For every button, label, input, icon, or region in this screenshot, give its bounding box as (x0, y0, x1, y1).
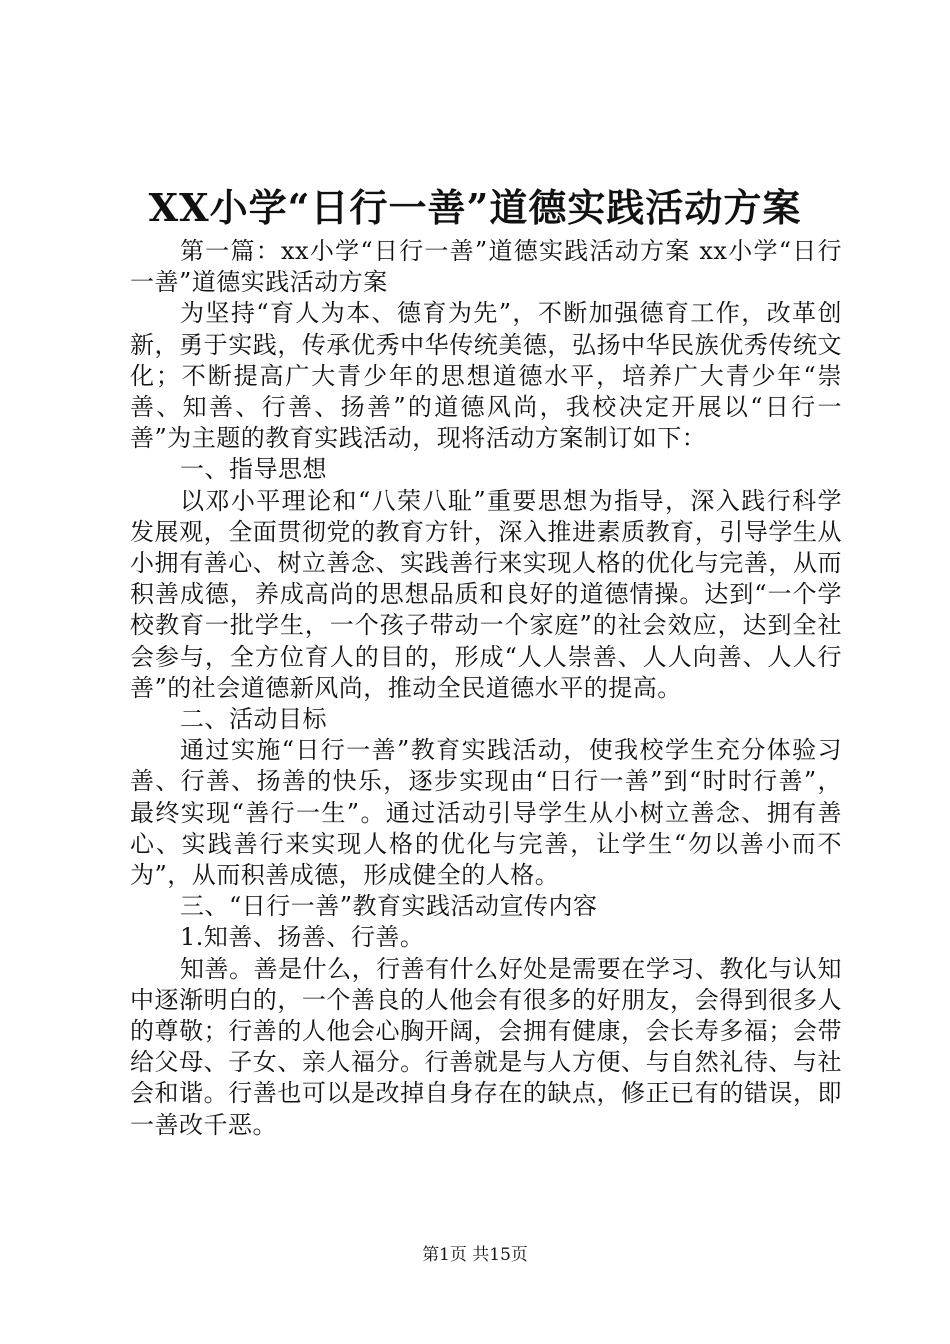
paragraph-activity-goal: 通过实施“日行一善”教育实践活动，使我校学生充分体验习善、行善、扬善的快乐，逐步实现由“日行一善”到“时时行善”，最终实现“善行一生”。通过活动引导学生从小树立善念、拥有善心、实践善行来实现人格的优化与完善，让学生“勿以善小而不为”，从而积善成德，形成健全的人格。 (130, 736, 842, 890)
document-body (130, 236, 842, 1141)
section-heading-activity-goal: 二、活动目标 (180, 705, 327, 734)
paragraph-know-good: 知善。善是什么，行善有什么好处是需要在学习、教化与认知中逐渐明白的，一个善良的人他会有很多的好朋友，会得到很多人的尊敬；行善的人他会心胸开阔，会拥有健康，会长寿多福；会带给父母、子女、亲人福分。行善就是与人方便、与自然礼待、与社会和谐。行善也可以是改掉自身存在的缺点，修正已有的错误，即一善改千恶。 (130, 954, 842, 1139)
subsection-heading-know-good: 1.知善、扬善、行善。 (180, 923, 425, 952)
paragraph-purpose: 为坚持“育人为本、德育为先”，不断加强德育工作，改革创新，勇于实践，传承优秀中华传统美德，弘扬中华民族优秀传统文化；不断提高广大青少年的思想道德水平，培养广大青少年“崇善、知善、行善、扬善”的道德风尚，我校决定开展以“日行一善”为主题的教育实践活动，现将活动方案制订如下： (130, 299, 842, 453)
page-number-footer: 第1页 共15页 (422, 1245, 528, 1265)
section-heading-guiding-thought: 一、指导思想 (180, 455, 327, 484)
paragraph-intro: 第一篇：xx小学“日行一善”道德实践活动方案 xx小学“日行一善”道德实践活动方案 (130, 237, 842, 297)
document-title: XX小学“日行一善”道德实践活动方案 (148, 185, 802, 230)
section-heading-publicity-content: 三、“日行一善”教育实践活动宣传内容 (180, 892, 598, 921)
paragraph-guiding-thought: 以邓小平理论和“八荣八耻”重要思想为指导，深入践行科学发展观，全面贯彻党的教育方针，深入推进素质教育，引导学生从小拥有善心、树立善念、实践善行来实现人格的优化与完善，从而积善成德，养成高尚的思想品质和良好的道德情操。达到“一个学校教育一批学生，一个孩子带动一个家庭”的社会效应，达到全社会参与，全方位育人的目的，形成“人人崇善、人人向善、人人行善”的社会道德新风尚，推动全民道德水平的提高。 (130, 486, 842, 702)
